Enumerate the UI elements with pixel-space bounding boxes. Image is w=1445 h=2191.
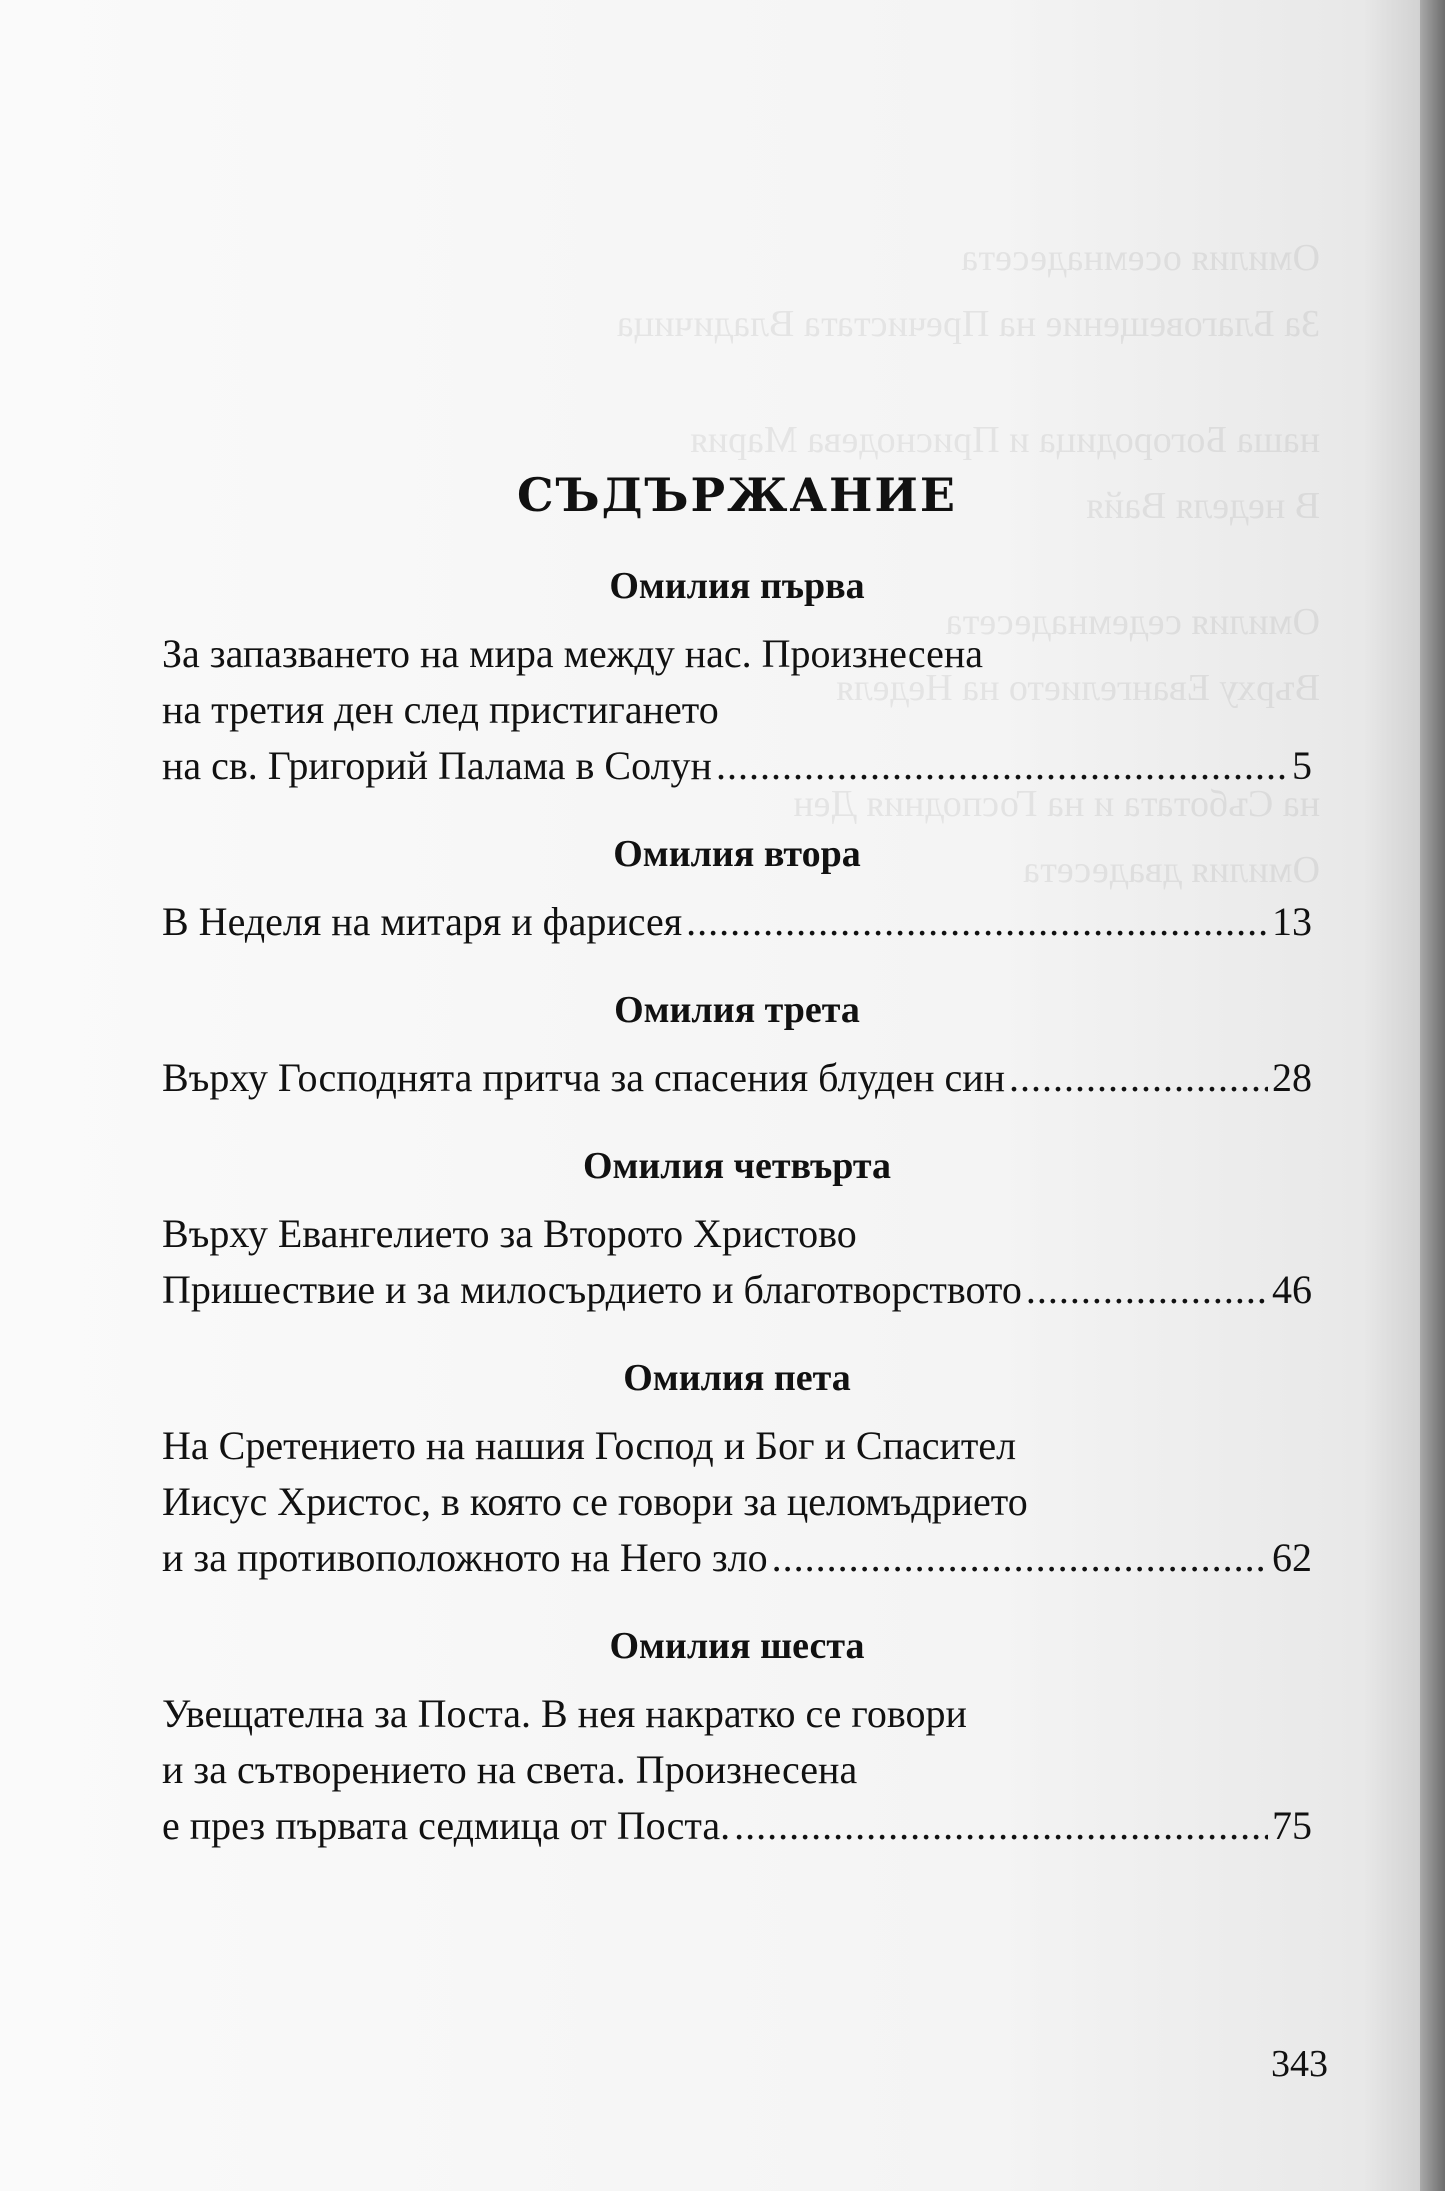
entry-line: на св. Григорий Палама в Солун — [162, 743, 712, 788]
toc-section — [162, 832, 1312, 950]
bleed-through-line: В неделя Вайя — [1086, 485, 1320, 527]
toc-section — [162, 988, 1312, 1106]
dot-leader — [716, 738, 1288, 794]
section-title: Омилия първа — [609, 565, 865, 607]
page-number: 343 — [1271, 2043, 1328, 2085]
bleed-through-line: Върху Евангелието на Неделя — [836, 667, 1320, 709]
dot-leader — [1026, 1262, 1268, 1318]
toc-section — [162, 1624, 1312, 1854]
toc-section — [162, 1356, 1312, 1586]
bleed-through-line: За Благовещение на Пречистата Владичица — [616, 303, 1320, 345]
entry-line: Върху Евангелието за Второто Христово — [162, 1211, 857, 1256]
entry-page-number: 13 — [1272, 899, 1312, 944]
entry-page-number: 5 — [1292, 743, 1312, 788]
table-of-contents — [162, 468, 1312, 1892]
section-title: Омилия втора — [613, 833, 861, 875]
entry-line: и за сътворението на света. Произнесена — [162, 1747, 858, 1792]
toc-entry[interactable] — [162, 1206, 1312, 1318]
section-title: Омилия пета — [623, 1357, 851, 1399]
toc-section — [162, 564, 1312, 794]
toc-entry[interactable] — [162, 1418, 1312, 1586]
entry-page-number: 75 — [1272, 1803, 1312, 1848]
toc-section — [162, 1144, 1312, 1318]
toc-entry[interactable] — [162, 1686, 1312, 1854]
entry-line: Върху Господнята притча за спасения блуден син — [162, 1055, 1006, 1100]
page-edge-shadow — [1420, 0, 1445, 2191]
bleed-through-line: Омилия осемнадесета — [961, 237, 1320, 279]
entry-page-number: 46 — [1272, 1267, 1312, 1312]
entry-last-line — [162, 894, 1312, 950]
section-title: Омилия трета — [614, 989, 860, 1031]
dot-leader — [686, 894, 1268, 950]
dot-leader — [1009, 1050, 1268, 1106]
entry-line: В Неделя на митаря и фарисея — [162, 899, 683, 944]
entry-line: На Сретението на нашия Господ и Бог и Спасител — [162, 1423, 1017, 1468]
dot-leader — [772, 1530, 1268, 1586]
entry-line: е през първата седмица от Поста. — [162, 1803, 731, 1848]
toc-entry[interactable] — [162, 1050, 1312, 1106]
entry-line: Пришествие и за милосърдието и благотворството — [162, 1267, 1022, 1312]
toc-sections — [162, 564, 1312, 1854]
entry-line: на третия ден след пристигането — [162, 687, 719, 732]
entry-last-line — [162, 1050, 1312, 1106]
entry-last-line — [162, 1530, 1312, 1586]
bleed-through-line: Омилия двадесета — [1022, 849, 1320, 891]
dot-leader — [734, 1798, 1268, 1854]
entry-last-line — [162, 1262, 1312, 1318]
entry-line: Увещателна за Поста. В нея накратко се говори — [162, 1691, 967, 1736]
toc-entry[interactable] — [162, 894, 1312, 950]
toc-title: СЪДЪРЖАНИЕ — [517, 468, 957, 522]
entry-page-number: 62 — [1272, 1535, 1312, 1580]
entry-last-line — [162, 1798, 1312, 1854]
entry-last-line — [162, 738, 1312, 794]
bleed-through-line: на Съботата и на Господния Ден — [793, 783, 1320, 825]
toc-entry[interactable] — [162, 626, 1312, 794]
entry-line: Иисус Христос, в която се говори за целомъдрието — [162, 1479, 1028, 1524]
bleed-through-line: Омилия седемнадесета — [945, 601, 1320, 643]
entry-line: и за противоположното на Него зло — [162, 1535, 768, 1580]
entry-page-number: 28 — [1272, 1055, 1312, 1100]
bleed-through-line: наша Богородица и Приснодева Мария — [690, 419, 1320, 461]
section-title: Омилия четвърта — [582, 1145, 892, 1187]
entry-line: За запазването на мира между нас. Произнесена — [162, 631, 984, 676]
section-title: Омилия шеста — [609, 1625, 865, 1667]
